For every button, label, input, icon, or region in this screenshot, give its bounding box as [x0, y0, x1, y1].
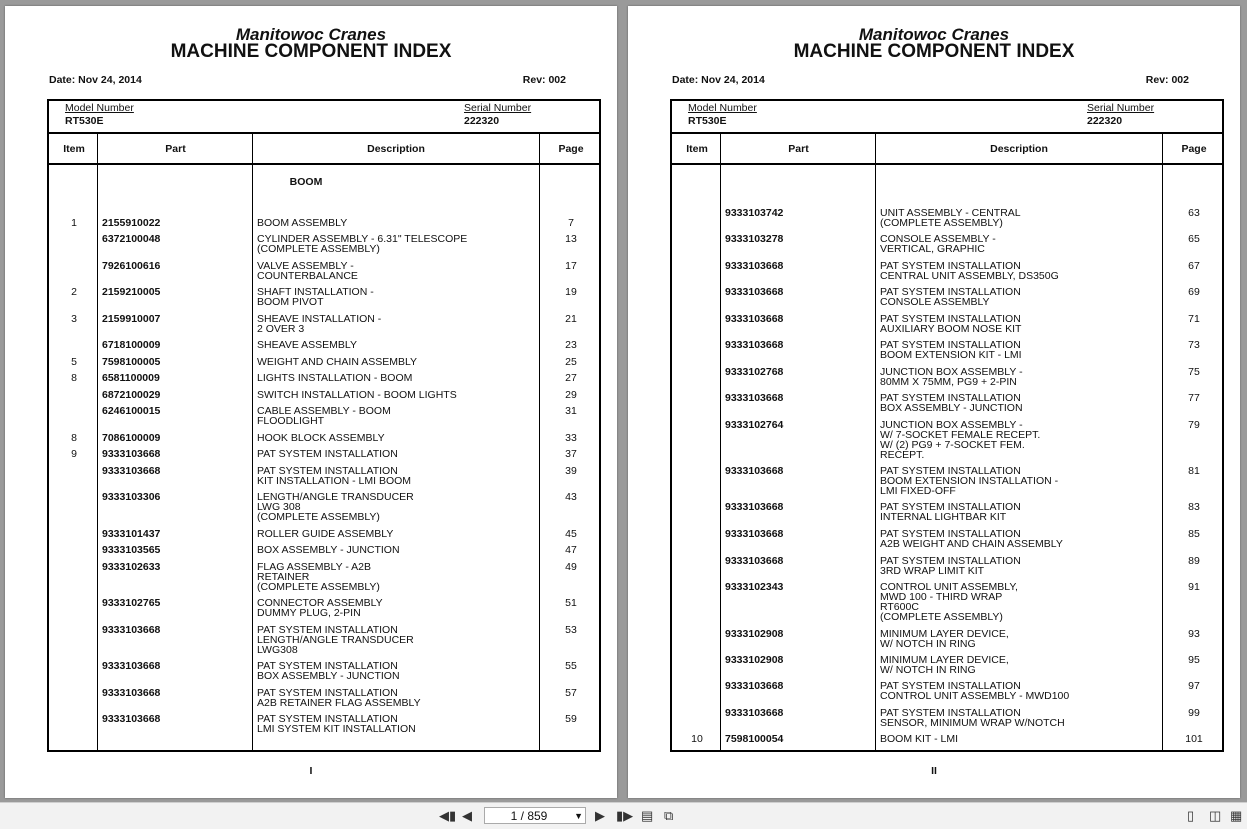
page-number-cell: 95: [1188, 654, 1200, 666]
description-cell: BOOM KIT - LMI: [880, 733, 958, 745]
page-number-cell: 77: [1188, 392, 1200, 404]
part-number-cell: 9333102908: [725, 628, 784, 640]
company-name: Manitowoc Cranes: [235, 25, 387, 44]
description-cell: PAT SYSTEM INSTALLATION BOX ASSEMBLY - JUNCTION: [257, 660, 400, 682]
page-number-cell: 65: [1188, 233, 1200, 245]
part-number-cell: 6718100009: [102, 339, 161, 351]
page-number-cell: 39: [565, 465, 577, 477]
part-number-cell: 9333103668: [725, 286, 784, 298]
page-number-input[interactable]: [484, 807, 586, 824]
date-label: Date: Nov 24, 2014: [672, 74, 765, 86]
page-number-cell: 27: [565, 372, 577, 384]
description-cell: UNIT ASSEMBLY - CENTRAL (COMPLETE ASSEMBLY): [880, 207, 1021, 229]
part-number-cell: 7598100054: [725, 733, 784, 745]
part-number-cell: 9333103668: [102, 448, 161, 460]
part-number-cell: 9333103668: [725, 313, 784, 325]
description-cell: PAT SYSTEM INSTALLATION INTERNAL LIGHTBAR KIT: [880, 501, 1021, 523]
viewer-toolbar: [0, 802, 1247, 829]
description-cell: CONSOLE ASSEMBLY - VERTICAL, GRAPHIC: [880, 233, 996, 255]
header-divider: [49, 132, 599, 134]
part-number-cell: 9333103668: [725, 339, 784, 351]
part-number-cell: 9333103565: [102, 544, 161, 556]
document-page-right: [628, 6, 1240, 798]
part-number-cell: 9333103668: [725, 465, 784, 477]
company-name: Manitowoc Cranes: [858, 25, 1010, 44]
description-cell: MINIMUM LAYER DEVICE, W/ NOTCH IN RING: [880, 628, 1009, 650]
part-number-cell: 9333103668: [102, 713, 161, 725]
part-number-cell: 9333103668: [102, 465, 161, 477]
page-number-cell: 93: [1188, 628, 1200, 640]
description-cell: WEIGHT AND CHAIN ASSEMBLY: [257, 356, 418, 368]
page-number-cell: 97: [1188, 680, 1200, 692]
next-page-icon[interactable]: ▶: [595, 808, 605, 823]
document-title: MACHINE COMPONENT INDEX: [170, 41, 452, 62]
first-page-icon[interactable]: ◀▮: [439, 808, 457, 823]
part-number-cell: 9333103668: [725, 501, 784, 513]
page-number-cell: 49: [565, 561, 577, 573]
description-cell: PAT SYSTEM INSTALLATION KIT INSTALLATION - LMI BOOM: [257, 465, 412, 487]
last-page-icon[interactable]: ▮▶: [616, 808, 634, 823]
description-cell: SHEAVE ASSEMBLY: [257, 339, 357, 351]
copy-icon[interactable]: ⧉: [664, 808, 674, 823]
description-cell: CABLE ASSEMBLY - BOOM FLOODLIGHT: [257, 405, 391, 427]
description-cell: PAT SYSTEM INSTALLATION CENTRAL UNIT ASSEMBLY, DS350G: [880, 260, 1059, 282]
section-heading: BOOM: [289, 176, 323, 188]
description-cell: JUNCTION BOX ASSEMBLY - 80MM X 75MM, PG9 + 2-PIN: [880, 366, 1023, 388]
part-number-cell: 9333103668: [102, 624, 161, 636]
page-number-cell: 75: [1188, 366, 1200, 378]
page-footer-number: II: [931, 765, 937, 777]
chevron-down-icon[interactable]: ▼: [574, 811, 583, 821]
page-number-cell: 67: [1188, 260, 1200, 272]
revision-label: Rev: 002: [1145, 74, 1189, 86]
continuous-icon[interactable]: ▦: [1230, 808, 1243, 823]
description-cell: SHAFT INSTALLATION - BOOM PIVOT: [257, 286, 374, 308]
description-cell: PAT SYSTEM INSTALLATION AUXILIARY BOOM NOSE KIT: [880, 313, 1022, 335]
column-header-part: Part: [165, 143, 186, 155]
item-cell: 2: [71, 286, 77, 298]
column-header-item: Item: [686, 143, 708, 155]
column-header-description: Description: [990, 143, 1048, 155]
page-number-cell: 33: [565, 432, 577, 444]
part-number-cell: 7926100616: [102, 260, 161, 272]
page-number-cell: 37: [565, 448, 577, 460]
part-number-cell: 9333103668: [725, 392, 784, 404]
page-number-cell: 13: [565, 233, 577, 245]
part-number-cell: 2159910007: [102, 313, 161, 325]
page-number-cell: 59: [565, 713, 577, 725]
page-number-cell: 89: [1188, 555, 1200, 567]
part-number-cell: 9333102768: [725, 366, 784, 378]
part-number-cell: 9333102343: [725, 581, 784, 593]
part-number-cell: 9333103306: [102, 491, 161, 503]
part-number-cell: 9333103668: [725, 707, 784, 719]
description-cell: PAT SYSTEM INSTALLATION A2B RETAINER FLAG ASSEMBLY: [257, 687, 421, 709]
column-divider: [1162, 134, 1163, 750]
serial-number-value: 222320: [464, 115, 500, 127]
page-number-cell: 25: [565, 356, 577, 368]
page-number-cell: 81: [1188, 465, 1200, 477]
description-cell: SWITCH INSTALLATION - BOOM LIGHTS: [257, 389, 457, 401]
part-number-cell: 6372100048: [102, 233, 161, 245]
page-number-cell: 7: [568, 217, 574, 229]
part-number-cell: 9333102765: [102, 597, 161, 609]
description-cell: PAT SYSTEM INSTALLATION BOOM EXTENSION INSTALLATION - LMI FIXED-OFF: [880, 465, 1059, 497]
page-number-cell: 53: [565, 624, 577, 636]
column-divider: [539, 134, 540, 750]
component-table: [47, 99, 601, 752]
description-cell: CONNECTOR ASSEMBLY DUMMY PLUG, 2-PIN: [257, 597, 383, 619]
item-cell: 1: [71, 217, 77, 229]
column-header-description: Description: [367, 143, 425, 155]
part-number-cell: 7086100009: [102, 432, 161, 444]
description-cell: PAT SYSTEM INSTALLATION CONTROL UNIT ASSEMBLY - MWD100: [880, 680, 1070, 702]
description-cell: ROLLER GUIDE ASSEMBLY: [257, 528, 394, 540]
serial-number-label: Serial Number: [1087, 102, 1155, 114]
page-number-cell: 51: [565, 597, 577, 609]
facing-pages-icon[interactable]: ◫: [1209, 808, 1222, 823]
column-divider: [720, 134, 721, 750]
part-number-cell: 2155910022: [102, 217, 161, 229]
part-number-cell: 9333102764: [725, 419, 784, 431]
description-cell: PAT SYSTEM INSTALLATION LENGTH/ANGLE TRANSDUCER LWG308: [257, 624, 414, 656]
description-cell: PAT SYSTEM INSTALLATION BOX ASSEMBLY - JUNCTION: [880, 392, 1023, 414]
item-cell: 3: [71, 313, 77, 325]
page-number-cell: 31: [565, 405, 577, 417]
item-cell: 9: [71, 448, 77, 460]
page-number-cell: 29: [565, 389, 577, 401]
page-number-cell: 57: [565, 687, 577, 699]
page-number-cell: 69: [1188, 286, 1200, 298]
page-number-cell: 55: [565, 660, 577, 672]
description-cell: VALVE ASSEMBLY - COUNTERBALANCE: [257, 260, 358, 282]
column-header-item: Item: [63, 143, 85, 155]
model-number-label: Model Number: [65, 102, 134, 114]
description-cell: BOOM ASSEMBLY: [257, 217, 348, 229]
serial-number-value: 222320: [1087, 115, 1123, 127]
description-cell: FLAG ASSEMBLY - A2B RETAINER (COMPLETE ASSEMBLY): [257, 561, 380, 593]
description-cell: JUNCTION BOX ASSEMBLY - W/ 7-SOCKET FEMALE RECEPT. W/ (2) PG9 + 7-SOCKET FEM. RECEPT.: [880, 419, 1041, 461]
column-divider: [875, 134, 876, 750]
item-cell: 5: [71, 356, 77, 368]
part-number-cell: 7598100005: [102, 356, 161, 368]
page-number-cell: 63: [1188, 207, 1200, 219]
part-number-cell: 6872100029: [102, 389, 161, 401]
item-cell: 8: [71, 372, 77, 384]
column-header-divider: [49, 163, 599, 165]
column-header-page: Page: [1181, 143, 1207, 155]
item-cell: 10: [691, 733, 703, 745]
page-number-cell: 23: [565, 339, 577, 351]
model-number-label: Model Number: [688, 102, 757, 114]
description-cell: SHEAVE INSTALLATION - 2 OVER 3: [257, 313, 382, 335]
description-cell: PAT SYSTEM INSTALLATION A2B WEIGHT AND CHAIN ASSEMBLY: [880, 528, 1063, 550]
page-footer-number: I: [309, 765, 313, 777]
column-header-divider: [672, 163, 1222, 165]
part-number-cell: 9333102633: [102, 561, 161, 573]
description-cell: PAT SYSTEM INSTALLATION: [257, 448, 398, 460]
single-page-icon[interactable]: ▯: [1187, 808, 1195, 823]
part-number-cell: 9333103668: [725, 680, 784, 692]
header-divider: [672, 132, 1222, 134]
description-cell: PAT SYSTEM INSTALLATION LMI SYSTEM KIT INSTALLATION: [257, 713, 416, 735]
part-number-cell: 9333103742: [725, 207, 784, 219]
document-page-left: [5, 6, 617, 798]
description-cell: PAT SYSTEM INSTALLATION SENSOR, MINIMUM WRAP W/NOTCH: [880, 707, 1065, 729]
description-cell: BOX ASSEMBLY - JUNCTION: [257, 544, 400, 556]
two-page-view-icon[interactable]: ▤: [641, 808, 654, 823]
page-number-cell: 21: [565, 313, 577, 325]
page-number-cell: 101: [1185, 733, 1203, 745]
part-number-cell: 6581100009: [102, 372, 160, 384]
page-number-cell: 83: [1188, 501, 1200, 513]
part-number-cell: 9333103278: [725, 233, 784, 245]
page-number-cell: 71: [1188, 313, 1200, 325]
description-cell: CYLINDER ASSEMBLY - 6.31" TELESCOPE (COMPLETE ASSEMBLY): [257, 233, 468, 255]
column-header-page: Page: [558, 143, 584, 155]
model-number-value: RT530E: [688, 115, 727, 127]
date-label: Date: Nov 24, 2014: [49, 74, 142, 86]
part-number-cell: 9333103668: [725, 555, 784, 567]
page-number-cell: 85: [1188, 528, 1200, 540]
page-number-cell: 45: [565, 528, 577, 540]
description-cell: LIGHTS INSTALLATION - BOOM: [257, 372, 413, 384]
part-number-cell: 9333103668: [725, 260, 784, 272]
page-number-cell: 17: [565, 260, 577, 272]
description-cell: PAT SYSTEM INSTALLATION CONSOLE ASSEMBLY: [880, 286, 1021, 308]
description-cell: MINIMUM LAYER DEVICE, W/ NOTCH IN RING: [880, 654, 1009, 676]
document-title: MACHINE COMPONENT INDEX: [793, 41, 1075, 62]
revision-label: Rev: 002: [522, 74, 566, 86]
description-cell: HOOK BLOCK ASSEMBLY: [257, 432, 385, 444]
column-divider: [252, 134, 253, 750]
page-number-cell: 99: [1188, 707, 1200, 719]
model-number-value: RT530E: [65, 115, 104, 127]
part-number-cell: 9333103668: [102, 687, 161, 699]
description-cell: PAT SYSTEM INSTALLATION 3RD WRAP LIMIT KIT: [880, 555, 1021, 577]
column-header-part: Part: [788, 143, 809, 155]
description-cell: LENGTH/ANGLE TRANSDUCER LWG 308 (COMPLETE ASSEMBLY): [257, 491, 414, 523]
page-number-cell: 19: [565, 286, 577, 298]
component-table: [670, 99, 1224, 752]
item-cell: 8: [71, 432, 77, 444]
page-number-cell: 47: [565, 544, 577, 556]
part-number-cell: 2159210005: [102, 286, 161, 298]
part-number-cell: 9333103668: [725, 528, 784, 540]
page-number-cell: 43: [565, 491, 577, 503]
page-indicator: 1 / 859: [510, 809, 548, 823]
description-cell: CONTROL UNIT ASSEMBLY, MWD 100 - THIRD WRAP RT600C (COMPLETE ASSEMBLY): [880, 581, 1018, 623]
part-number-cell: 9333102908: [725, 654, 784, 666]
page-number-cell: 91: [1188, 581, 1200, 593]
part-number-cell: 9333101437: [102, 528, 161, 540]
page-number-cell: 73: [1188, 339, 1200, 351]
part-number-cell: 6246100015: [102, 405, 161, 417]
serial-number-label: Serial Number: [464, 102, 532, 114]
page-number-cell: 79: [1188, 419, 1200, 431]
previous-page-icon[interactable]: ◀: [462, 808, 472, 823]
part-number-cell: 9333103668: [102, 660, 161, 672]
description-cell: PAT SYSTEM INSTALLATION BOOM EXTENSION KIT - LMI: [880, 339, 1022, 361]
